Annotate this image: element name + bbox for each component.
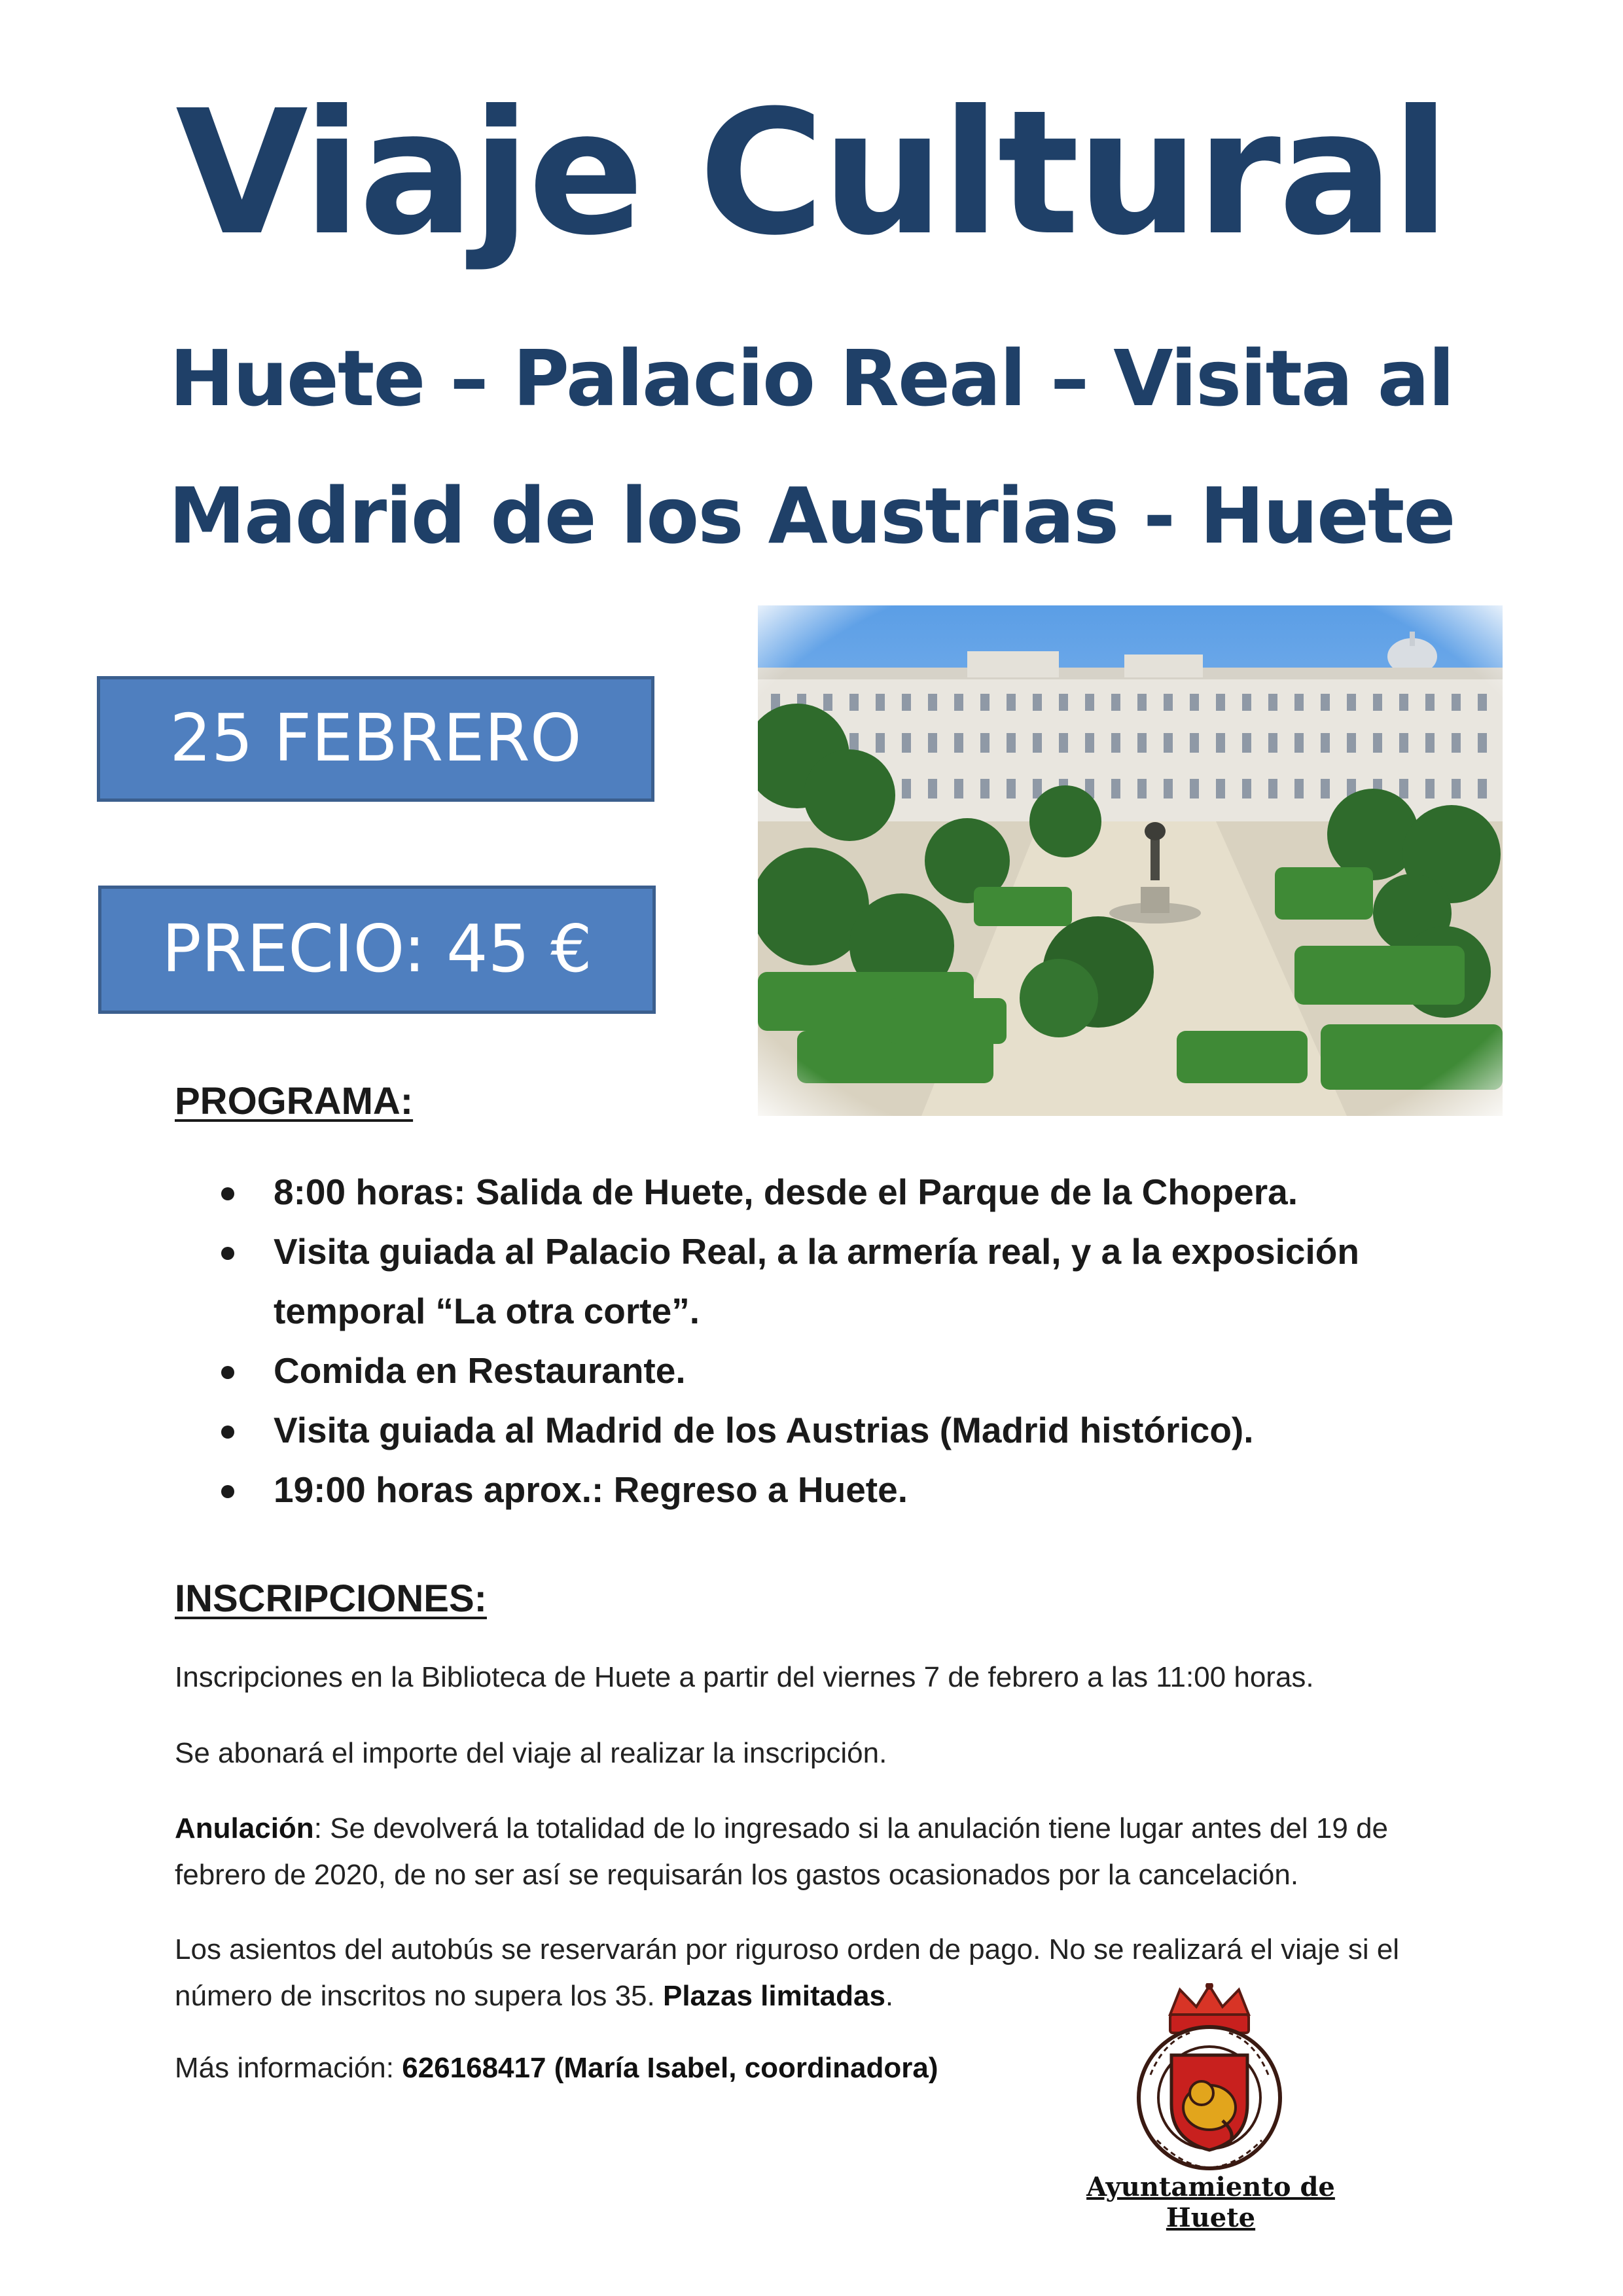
program-item: Visita guiada al Palacio Real, a la armería real, y a la exposición temporal “La otra corte”. — [221, 1222, 1465, 1341]
programa-heading: PROGRAMA: — [175, 1080, 414, 1122]
subtitle-line-2: Madrid de los Austrias - Huete — [168, 471, 1455, 561]
program-item: 19:00 horas aprox.: Regreso a Huete. — [221, 1460, 1465, 1520]
program-item: 8:00 horas: Salida de Huete, desde el Parque de la Chopera. — [221, 1162, 1465, 1222]
cancellation-paragraph — [175, 1805, 1457, 1898]
payment-paragraph: Se abonará el importe del viaje al realizar la inscripción. — [175, 1737, 887, 1769]
subtitle-line-1: Huete – Palacio Real – Visita al — [169, 333, 1454, 423]
coat-of-arms-icon — [1124, 1983, 1294, 2186]
contact-phone: 626168417 (María Isabel, coordinadora) — [402, 2052, 938, 2084]
program-item: Visita guiada al Madrid de los Austrias (Madrid histórico). — [221, 1401, 1465, 1460]
cancellation-text: : Se devolverá la totalidad de lo ingresado si la anulación tiene lugar antes del 19 de febrero de 2020, de no ser así se requisarán los gastos ocasionados por la cancelación. — [175, 1812, 1389, 1891]
page-title: Viaje Cultural — [175, 73, 1448, 273]
contact-label: Más información: — [175, 2052, 402, 2084]
program-list — [221, 1162, 1465, 1520]
program-item: Comida en Restaurante. — [221, 1341, 1465, 1401]
inscripciones-heading: INSCRIPCIONES: — [175, 1577, 487, 1620]
limited-places-label: Plazas limitadas — [662, 1980, 885, 2012]
inscripciones-paragraph: Inscripciones en la Biblioteca de Huete a partir del viernes 7 de febrero a las 11:00 horas. — [175, 1661, 1314, 1693]
price-box: PRECIO: 45 € — [98, 886, 656, 1014]
seats-text: Los asientos del autobús se reservarán por riguroso orden de pago. No se realizará el viaje si el número de inscritos no supera los 35. — [175, 1933, 1400, 2012]
seal-caption: Ayuntamiento de Huete — [1086, 2172, 1335, 2233]
cancellation-label: Anulación — [175, 1812, 314, 1844]
date-box: 25 FEBRERO — [97, 676, 654, 802]
seats-end: . — [885, 1980, 894, 2012]
palace-photo — [758, 605, 1503, 1116]
